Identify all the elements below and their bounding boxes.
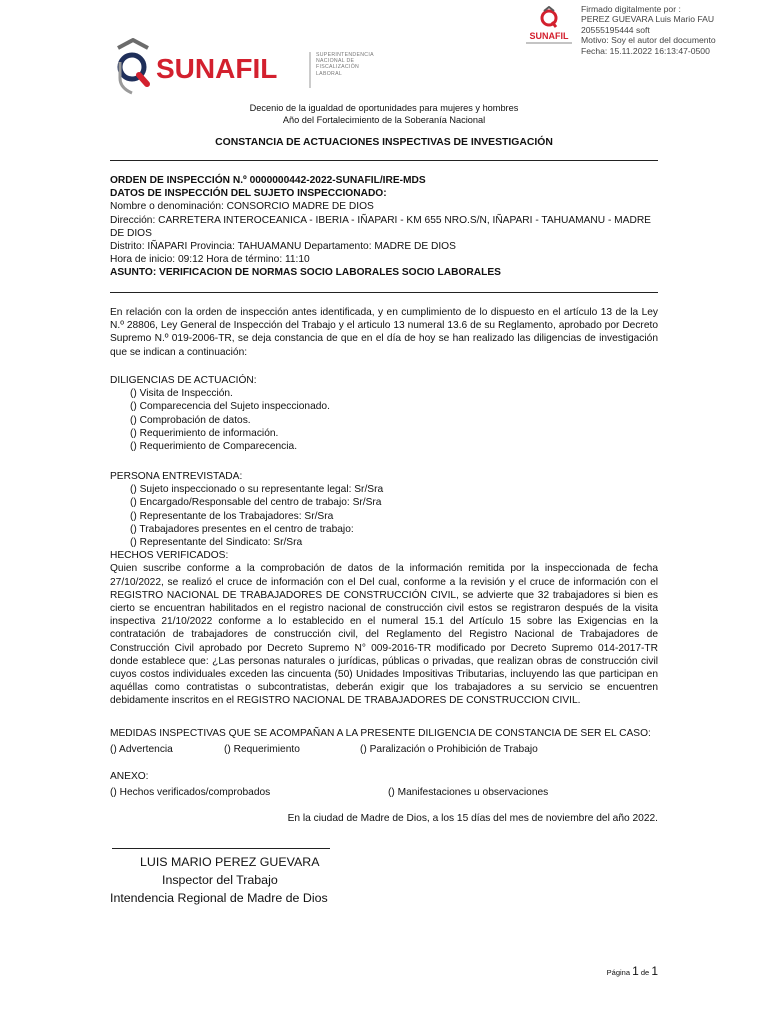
closing-line: En la ciudad de Madre de Dios, a los 15 días del mes de noviembre del año 2022. (287, 813, 658, 824)
list-item: () Comprobación de datos. (130, 414, 251, 426)
list-item: () Representante de los Trabajadores: Sr/Sra (130, 510, 334, 522)
medidas-section (110, 727, 658, 756)
sunafil-small-logo-icon (522, 6, 576, 46)
signature-line-3: Motivo: Soy el autor del documento (581, 35, 716, 46)
signer-block (110, 853, 370, 907)
list-item: () Sujeto inspeccionado o su representante legal: Sr/Sra (130, 484, 384, 496)
signature-line-2: 20555195444 soft (581, 24, 650, 35)
subject-address: Dirección: CARRETERA INTEROCEANICA - IBERIA - IÑAPARI - KM 655 NRO.S/N, IÑAPARI - TAHUAMANU - MADRE DE DIOS (110, 214, 651, 239)
signature-line-4: Fecha: 15.11.2022 16:13:47-0500 (581, 45, 710, 56)
current-page: 1 (632, 964, 639, 978)
list-item: () Requerimiento de Comparecencia. (130, 441, 298, 453)
logo-subtitle-line: FISCALIZACIÓN (316, 64, 360, 71)
signature-line (112, 848, 330, 849)
list-item: () Visita de Inspección. (130, 388, 233, 400)
signer-role: Inspector del Trabajo (162, 873, 278, 887)
signature-line-0: Firmado digitalmente por : (581, 4, 681, 14)
order-number: ORDEN DE INSPECCIÓN N.º 0000000442-2022-SUNAFIL/IRE-MDS (110, 175, 426, 186)
option-advertencia: () Advertencia (110, 744, 173, 756)
persona-label: PERSONA ENTREVISTADA: (110, 471, 243, 482)
total-pages: 1 (651, 964, 658, 978)
motto-decade: Decenio de la igualdad de oportunidades para mujeres y hombres (249, 103, 519, 113)
diligencias-section (110, 374, 658, 453)
svg-text:SUNAFIL: SUNAFIL (529, 31, 569, 41)
divider-top (110, 160, 658, 161)
persona-list (110, 483, 658, 549)
document-title: CONSTANCIA DE ACTUACIONES INSPECTIVAS DE INVESTIGACIÓN (215, 137, 553, 148)
list-item: () Requerimiento de información. (130, 427, 279, 439)
intro-paragraph: En relación con la orden de inspección antes identificada, y en cumplimiento de lo dispuesto en el artículo 13 de la Ley N.º 28806, Ley General de Inspección del Trabajo y el articulo 13 numeral 13.6 de su Reglamento, aprobado por Decreto Supremo N.º 019-2006-TR, se deja constancia de que en el día de hoy se han realizado las diligencias de investigación que se indican a continuación: (110, 307, 658, 358)
option-hechos: () Hechos verificados/comprobados (110, 787, 271, 799)
logo-subtitle-line: LABORAL (316, 70, 343, 77)
anexo-label: ANEXO: (110, 771, 149, 782)
diligencias-list (110, 387, 658, 453)
divider-bottom (110, 292, 658, 293)
option-paralizacion: () Paralización o Prohibición de Trabajo (360, 744, 538, 756)
motto-year: Año del Fortalecimiento de la Soberanía Nacional (282, 115, 486, 125)
digital-signature-text (581, 4, 765, 56)
list-item: () Representante del Sindicato: Sr/Sra (130, 537, 303, 549)
page-word: Página (606, 968, 630, 977)
list-item: () Comparecencia del Sujeto inspeccionado. (130, 401, 330, 413)
inspection-subject: ASUNTO: VERIFICACION DE NORMAS SOCIO LABORALES SOCIO LABORALES (110, 267, 501, 279)
mottos (110, 102, 658, 126)
hechos-label: HECHOS VERIFICADOS: (110, 550, 229, 562)
svg-text:SUNAFIL: SUNAFIL (156, 53, 278, 84)
subject-district: Distrito: IÑAPARI Provincia: TAHUAMANU Departamento: MADRE DE DIOS (110, 241, 456, 253)
option-requerimiento: () Requerimiento (224, 744, 300, 756)
section-label-subject: DATOS DE INSPECCIÓN DEL SUJETO INSPECCIONADO: (110, 188, 387, 200)
medidas-options (110, 743, 658, 756)
anexo-options (110, 786, 658, 799)
page-number (607, 964, 658, 978)
signer-office: Intendencia Regional de Madre de Dios (110, 891, 328, 905)
signer-name: LUIS MARIO PEREZ GUEVARA (140, 855, 320, 869)
logo-subtitle-line: SUPERINTENDENCIA (316, 52, 374, 58)
diligencias-label: DILIGENCIAS DE ACTUACIÓN: (110, 375, 257, 386)
list-item: () Trabajadores presentes en el centro de trabajo: (130, 523, 354, 535)
hechos-text: Quien suscribe conforme a la comprobación de datos de la información remitida por la inspeccionada de fecha 27/10/2022, se realizó el cruce de información con el Del cual, conforme a la revisión y el cruce de información con el REGISTRO NACIONAL DE TRABAJADORES DE CONSTRUCCIÓN CIVIL, se advierte que 32 trabajadores si bien es cierto se encuentran habilitados en el registro nacional de construcción civil estos se registraron después de la visita inspectiva 21/10/2022 conforme a lo establecido en el numeral 15.1 del Artículo 15 sobre las Exigencias en la contratación de trabajadores de construcción civil, del Reglamento del Registro Nacional de Trabajadores de Construcción Civil aprobado por Decreto Supremo N° 009-2016-TR modificado por Decreto Supremo 014-2017-TR donde establece que: ¿Las personas naturales o jurídicas, públicas o privadas, que realizan obras de construcción civil cuyos costos individuales exceden las cincuenta (50) Unidades Impositivas Tributarias, incluyendo las que participan en aquéllas como contratistas o subcontratistas, deberán exigir que los trabajadores a su servicio se encuentren debidamente inscritos en el REGISTRO NACIONAL DE TRABAJADORES DE CONSTRUCCION CIVIL. (110, 563, 658, 707)
inspection-hours: Hora de inicio: 09:12 Hora de término: 11:10 (110, 254, 310, 266)
subject-name: Nombre o denominación: CONSORCIO MADRE DE DIOS (110, 201, 374, 213)
list-item: () Encargado/Responsable del centro de trabajo: Sr/Sra (130, 497, 382, 509)
of-word: de (640, 968, 650, 977)
logo-subtitle-line: NACIONAL DE (316, 58, 355, 65)
logo-subtitle (316, 52, 374, 77)
medidas-label: MEDIDAS INSPECTIVAS QUE SE ACOMPAÑAN A LA PRESENTE DILIGENCIA DE CONSTANCIA DE SER EL CASO: (110, 728, 651, 739)
signature-line-1: PEREZ GUEVARA Luis Mario FAU (581, 14, 715, 25)
anexo-section (110, 770, 658, 799)
order-data (110, 174, 658, 280)
option-manifestaciones: () Manifestaciones u observaciones (388, 787, 549, 799)
persona-section (110, 470, 658, 708)
